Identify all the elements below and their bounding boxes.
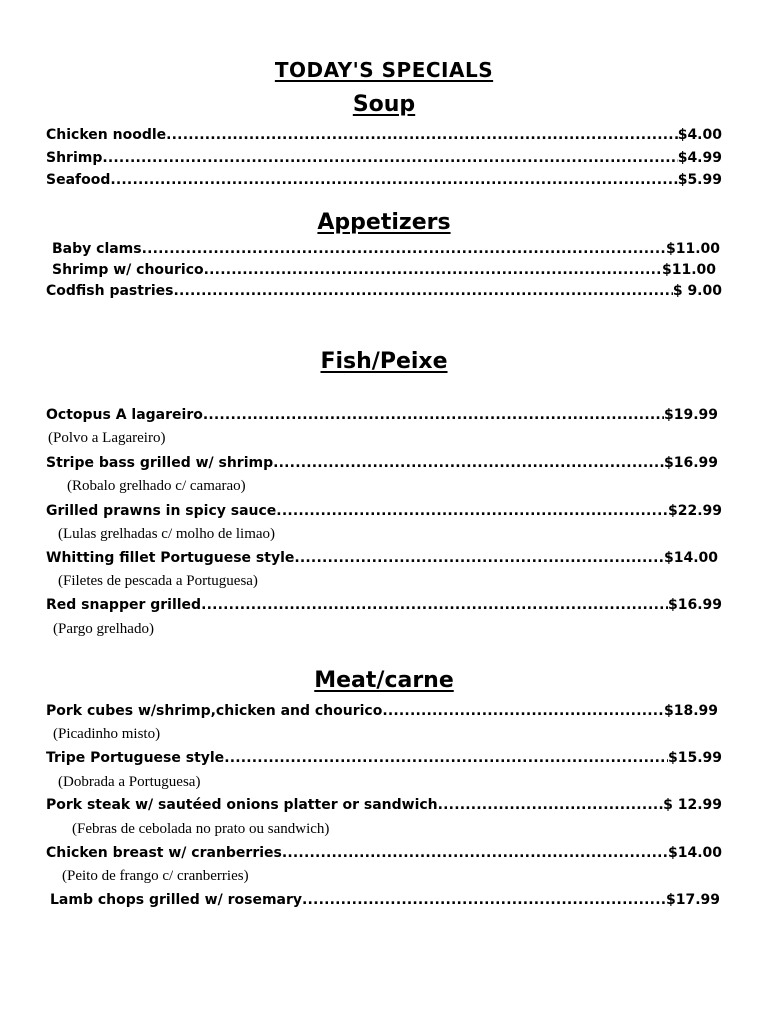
item-price: $5.99 [677,172,722,188]
leader-dots [382,700,664,722]
item-name: Chicken breast w/ cranberries [46,845,282,861]
item-name: Baby clams [52,241,142,257]
leader-dots [276,500,668,522]
item-translation: (Dobrada a Portuguesa) [58,774,201,790]
menu-item [46,500,722,522]
menu-item [50,889,720,911]
menu-item [46,700,718,722]
item-translation: (Polvo a Lagareiro) [48,430,166,446]
item-name: Chicken noodle [46,127,167,143]
item-translation: (Robalo grelhado c/ camarao) [67,478,246,494]
leader-dots [273,452,664,474]
menu-item [46,280,722,302]
item-price: $11.00 [665,241,720,257]
leader-dots [302,889,666,911]
item-price: $4.00 [677,127,722,143]
leader-dots [204,259,662,281]
item-price: $18.99 [663,703,718,719]
item-name: Grilled prawns in spicy sauce [46,503,277,519]
item-name: Pork cubes w/shrimp,chicken and chourico [46,703,383,719]
item-name: Whitting fillet Portuguese style [46,550,295,566]
menu-item [46,452,718,474]
leader-dots [110,169,677,191]
leader-dots [224,747,668,769]
menu-item [46,594,722,616]
item-translation: (Pargo grelhado) [53,621,154,637]
menu-item [46,404,718,426]
item-name: Lamb chops grilled w/ rosemary [50,892,303,908]
item-name: Shrimp w/ chourico [52,262,204,278]
item-price: $11.00 [661,262,716,278]
item-price: $ 12.99 [663,797,722,813]
item-name: Seafood [46,172,111,188]
menu-item [46,842,722,864]
item-price: $15.99 [667,750,722,766]
leader-dots [201,594,668,616]
item-translation: (Peito de frango c/ cranberries) [62,868,249,884]
item-name: Codfish pastries [46,283,174,299]
item-translation: (Lulas grelhadas c/ molho de limao) [58,526,276,542]
leader-dots [142,238,666,260]
leader-dots [166,124,678,146]
item-price: $ 9.00 [672,283,722,299]
item-price: $17.99 [665,892,720,908]
section-title-fish: Fish/Peixe [320,349,448,374]
item-price: $16.99 [663,455,718,471]
leader-dots [282,842,668,864]
menu-item [52,259,716,281]
leader-dots [203,404,664,426]
leader-dots [174,280,673,302]
leader-dots [438,794,663,816]
menu-item [52,238,720,260]
menu-item [46,147,722,169]
item-translation: (Picadinho misto) [53,726,161,742]
section-title-appetizers: Appetizers [317,210,451,235]
item-price: $16.99 [667,597,722,613]
item-price: $14.00 [663,550,718,566]
item-price: $4.99 [677,150,722,166]
item-translation: (Filetes de pescada a Portuguesa) [58,573,258,589]
item-price: $14.00 [667,845,722,861]
menu-item [46,124,722,146]
section-title-soup: Soup [352,92,416,117]
item-price: $22.99 [667,503,722,519]
item-name: Pork steak w/ sautéed onions platter or sandwich [46,797,438,813]
page-title: TODAY'S SPECIALS [274,58,494,82]
item-name: Stripe bass grilled w/ shrimp [46,455,274,471]
item-price: $19.99 [663,407,718,423]
item-name: Red snapper grilled [46,597,202,613]
leader-dots [102,147,677,169]
item-translation: (Febras de cebolada no prato ou sandwich) [72,821,330,837]
item-name: Tripe Portuguese style [46,750,225,766]
item-name: Shrimp [46,150,103,166]
leader-dots [294,547,664,569]
section-title-meat: Meat/carne [314,668,454,693]
menu-item [46,794,722,816]
menu-item [46,747,722,769]
menu-item [46,547,718,569]
menu-item [46,169,722,191]
item-name: Octopus A lagareiro [46,407,203,423]
